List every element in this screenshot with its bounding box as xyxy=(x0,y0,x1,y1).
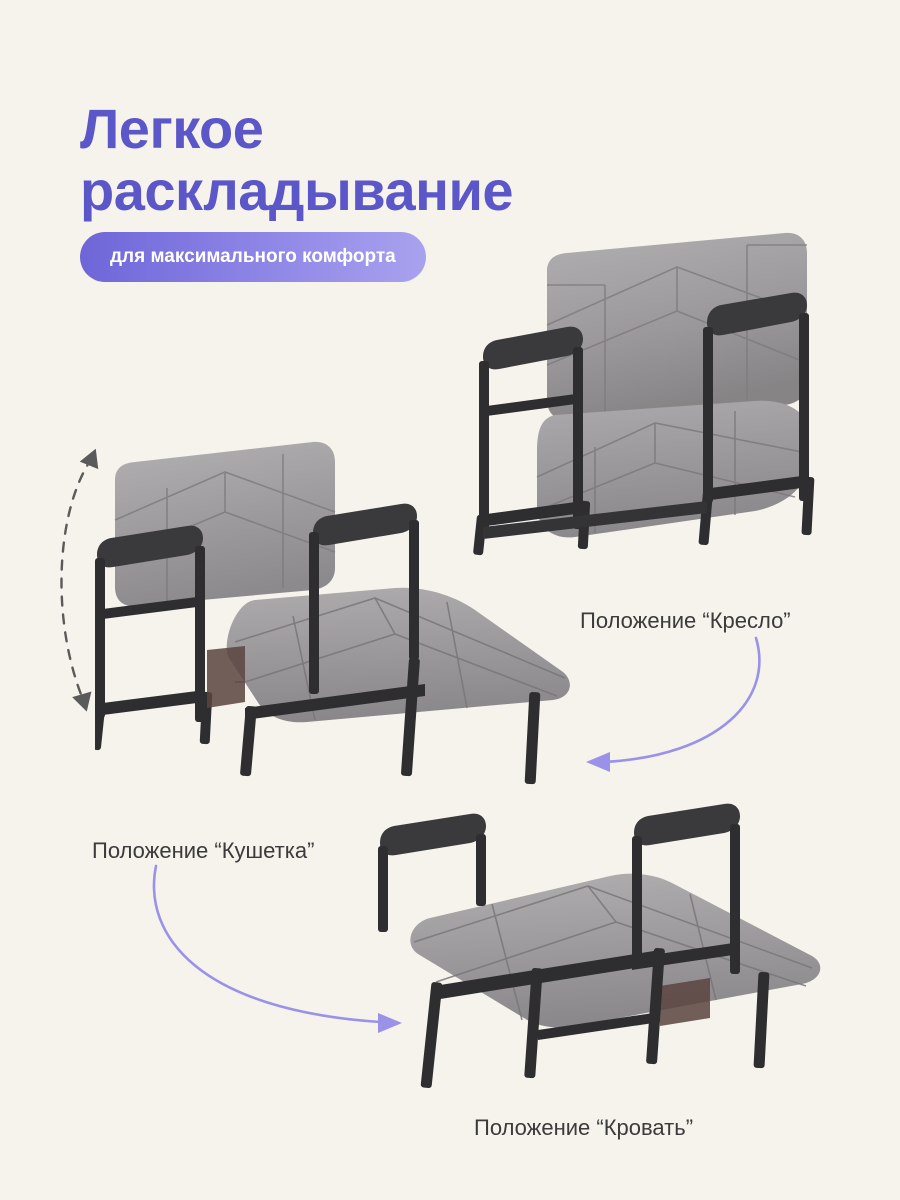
loop-arrow-dashed-icon xyxy=(48,440,118,730)
caption-bed: Положение “Кровать” xyxy=(474,1115,694,1140)
caption-chair: Положение “Кресло” xyxy=(580,608,791,633)
arrow-couch-to-bed-icon xyxy=(140,860,420,1050)
chaise-lounge-icon xyxy=(95,420,615,800)
page-title xyxy=(80,98,700,223)
arrow-chair-to-couch-icon xyxy=(560,630,780,790)
caption-couch: Положение “Кушетка” xyxy=(92,838,315,863)
bed-icon xyxy=(360,790,860,1100)
subtitle-text: для максимального комфорта xyxy=(110,246,396,267)
headline-line-2: раскладывание xyxy=(80,159,514,223)
headline-line-1: Легкое xyxy=(80,96,264,160)
subtitle-badge xyxy=(80,232,426,282)
